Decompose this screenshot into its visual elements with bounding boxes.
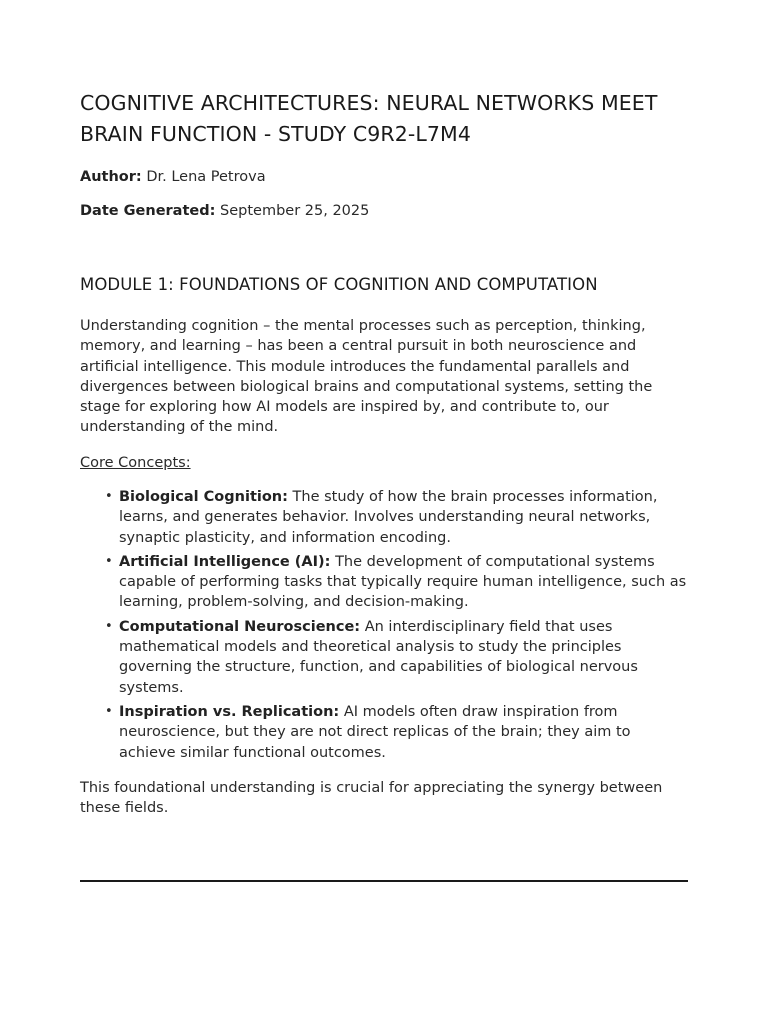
- concept-text: An interdisciplinary field that uses mathematical models and theoretical analysis to study the principles governing the structure, function, and capabilities of biological nervous systems.: [119, 618, 638, 696]
- concept-text: The study of how the brain processes information, learns, and generates behavior. Involves understanding neural networks, synaptic plasticity, and information encoding.: [119, 489, 658, 546]
- module-intro-paragraph: Understanding cognition – the mental processes such as perception, thinking, memory, and learning – has been a central pursuit in both neuroscience and artificial intelligence. This module introduces the fundamental parallels and divergences between biological brains and computational systems, setting the stage for exploring how AI models are inspired by, and contribute to, our understanding of the mind.: [80, 318, 653, 436]
- author-label: Author:: [80, 169, 142, 185]
- concept-item-computational-neuroscience: [105, 617, 690, 698]
- concept-text: The development of computational systems capable of performing tasks that typically require human intelligence, such as learning, problem-solving, and decision-making.: [119, 553, 687, 611]
- bullet-icon: •: [105, 618, 113, 634]
- concept-item-biological-cognition: [105, 487, 690, 548]
- concept-term: Biological Cognition:: [119, 489, 288, 505]
- core-concepts-label: Core Concepts:: [80, 455, 191, 471]
- section-divider: [80, 880, 688, 882]
- date-label: Date Generated:: [80, 203, 216, 219]
- bullet-icon: •: [105, 489, 113, 504]
- concept-term: Computational Neuroscience:: [119, 618, 361, 635]
- concept-term: Inspiration vs. Replication:: [119, 703, 340, 720]
- date-value: September 25, 2025: [220, 203, 370, 219]
- core-concepts-list: [105, 487, 690, 767]
- bullet-icon: •: [105, 703, 113, 719]
- closing-paragraph: This foundational understanding is crucial for appreciating the synergy between these fields.: [80, 780, 663, 817]
- concept-term: Artificial Intelligence (AI):: [119, 553, 331, 570]
- concept-item-artificial-intelligence: [105, 552, 690, 613]
- author-value: Dr. Lena Petrova: [146, 169, 266, 185]
- document-title: COGNITIVE ARCHITECTURES: NEURAL NETWORKS MEET BRAIN FUNCTION - STUDY C9R2-L7M4: [80, 91, 658, 146]
- concept-text: AI models often draw inspiration from neuroscience, but they are not direct replicas of the brain; they aim to achieve similar functional outcomes.: [119, 703, 631, 761]
- date-line: [80, 201, 369, 221]
- module-heading: MODULE 1: FOUNDATIONS OF COGNITION AND COMPUTATION: [80, 275, 598, 294]
- bullet-icon: •: [105, 553, 113, 569]
- author-line: [80, 167, 266, 187]
- concept-item-inspiration-vs-replication: [105, 702, 690, 763]
